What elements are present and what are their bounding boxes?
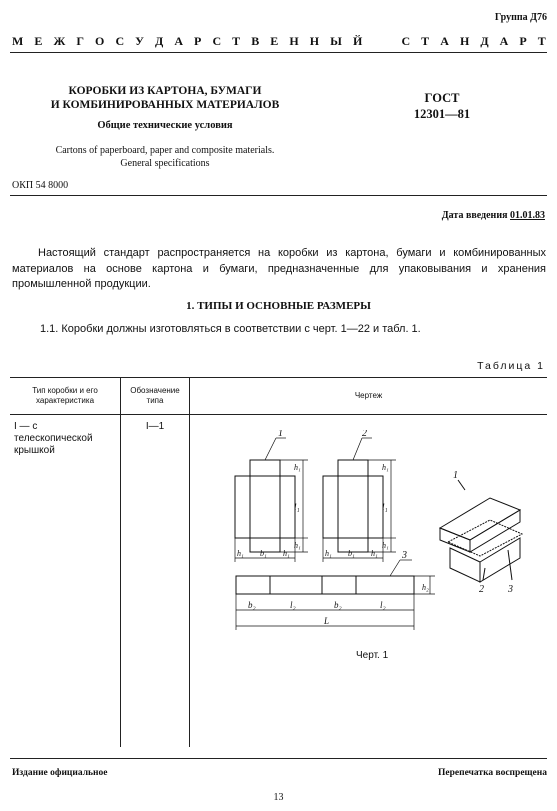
header-rule — [10, 52, 547, 53]
banner-letter — [373, 34, 376, 49]
banner-letter: О — [95, 34, 105, 48]
banner-letter: А — [174, 34, 183, 48]
cell-type: I — с телескопической крышкой — [10, 415, 121, 748]
dim-l2-b: l₂ — [380, 600, 386, 610]
footer-official: Издание официальное — [12, 768, 108, 778]
cell-code: I—1 — [121, 415, 190, 748]
section-title: 1. ТИПЫ И ОСНОВНЫЕ РАЗМЕРЫ — [186, 300, 371, 312]
gost-number: 12301—81 — [413, 107, 471, 121]
banner-letter: Й — [352, 34, 363, 48]
standard-banner — [12, 34, 546, 49]
banner-letter: Н — [289, 34, 299, 48]
title-line-2: И КОМБИНИРОВАННЫХ МАТЕРИАЛОВ — [50, 99, 280, 111]
page-number: 13 — [273, 792, 284, 803]
english-title — [20, 144, 310, 170]
banner-letter: Р — [194, 34, 202, 48]
dim-h1-d: h₁ — [382, 541, 389, 550]
label-2: 2 — [362, 430, 367, 439]
figure-caption: Черт. 1 — [356, 650, 389, 661]
effective-date-value: 01.01.83 — [510, 210, 545, 221]
banner-letter: Т — [537, 34, 546, 48]
dim-b2-a: b₂ — [248, 600, 256, 610]
header-code: Обозначение типа — [121, 378, 190, 415]
footer-rule — [10, 758, 547, 759]
label-3: 3 — [402, 550, 407, 561]
dim-h1-c: h₁ — [382, 463, 389, 472]
dim-h2: h₂ — [422, 583, 429, 592]
banner-letter: Н — [309, 34, 320, 48]
dim-l1-b: l₁ — [382, 502, 388, 512]
okp-rule — [10, 195, 547, 196]
banner-letter: Е — [270, 34, 279, 48]
table-caption: Таблица 1 — [477, 360, 545, 372]
header-drawing: Чертеж — [190, 378, 548, 415]
intro-paragraph: Настоящий стандарт распространяется на коробки из картона, бумаги и комбинированных материалов на основе картона и бумаги, предназначенные для упаковывания и хранения промышленной продукции. — [12, 247, 546, 290]
banner-letter: В — [251, 34, 260, 48]
header-type: Тип коробки и его характеристика — [10, 378, 121, 415]
english-title-line-1: Cartons of paperboard, paper and composite materials. — [55, 145, 275, 156]
banner-letter: Ы — [330, 34, 342, 48]
title-line-1: КОРОБКИ ИЗ КАРТОНА, БУМАГИ — [68, 85, 262, 97]
dim-b1-a: b₁ — [260, 549, 267, 558]
footer-reprint: Перепечатка воспрещена — [437, 768, 547, 778]
dim-L: L — [324, 616, 330, 626]
banner-letter: С — [115, 34, 125, 48]
banner-letter: Р — [519, 34, 527, 48]
body-outline — [323, 460, 383, 552]
label-1: 1 — [278, 430, 283, 439]
banner-letter: У — [135, 34, 144, 48]
banner-letter: С — [401, 34, 411, 48]
banner-letter: А — [499, 34, 509, 48]
effective-date-label: Дата введения — [441, 210, 508, 221]
lid-outline — [235, 460, 295, 552]
banner-letter: Д — [155, 34, 164, 48]
dim-b1-b: b₁ — [348, 549, 355, 558]
banner-letter: М — [12, 34, 24, 48]
box-isometric — [440, 480, 522, 582]
strip-outline — [236, 576, 414, 594]
okp-code: ОКП 54 8000 — [12, 180, 69, 191]
group-code: Группа Д76 — [494, 12, 547, 23]
gost-label: ГОСТ — [424, 91, 460, 105]
label-iso-1: 1 — [453, 470, 458, 481]
english-title-line-2: General specifications — [120, 158, 210, 169]
dim-h1-h: h₁ — [371, 549, 378, 558]
technical-drawing-svg — [190, 430, 545, 680]
banner-letter: Д — [480, 34, 489, 48]
banner-letter: С — [212, 34, 222, 48]
label-iso-3: 3 — [508, 584, 513, 595]
effective-date — [442, 210, 545, 221]
box-drawing — [190, 430, 545, 680]
table-header-row — [10, 378, 547, 415]
banner-letter: Е — [34, 34, 43, 48]
banner-letter: Н — [459, 34, 470, 48]
dim-l1-a: l₁ — [294, 502, 300, 512]
dim-h1-g: h₁ — [325, 549, 332, 558]
banner-letter: А — [440, 34, 449, 48]
label-iso-2: 2 — [479, 584, 484, 595]
banner-letter: Т — [421, 34, 430, 48]
dim-h1-b: h₁ — [294, 541, 301, 550]
dim-l2-a: l₂ — [290, 600, 296, 610]
banner-letter: Г — [76, 34, 84, 48]
banner-letter: Ж — [53, 34, 66, 48]
gost-block — [392, 90, 492, 122]
document-title — [20, 84, 310, 112]
banner-letter: Т — [232, 34, 241, 48]
dim-h1-f: h₁ — [283, 549, 290, 558]
dim-h1-a: h₁ — [294, 463, 301, 472]
dim-b2-b: b₂ — [334, 600, 342, 610]
dim-h1-e: h₁ — [237, 549, 244, 558]
banner-letter — [387, 34, 390, 49]
clause-1-1: 1.1. Коробки должны изготовляться в соответствии с черт. 1—22 и табл. 1. — [40, 323, 421, 335]
document-subtitle: Общие технические условия — [97, 120, 233, 131]
